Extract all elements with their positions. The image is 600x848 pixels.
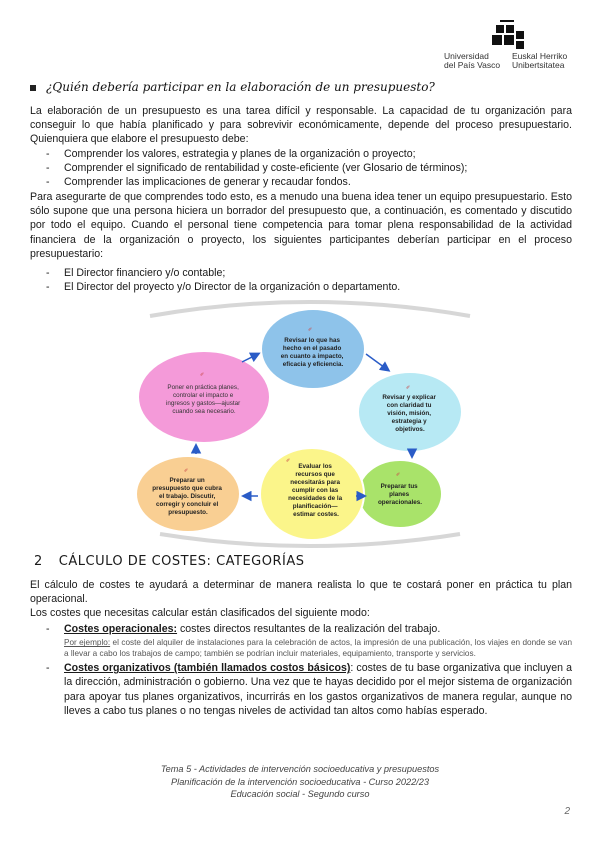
- example-text: el coste del alquiler de instalaciones para la celebración de actos, la impresión de una publicación, los viajes en donde se van a llevar a cabo los trabajos de campo; también se podrían incluir materiales, equipamiento, transporte y servicios.: [64, 638, 572, 659]
- university-logo: [440, 18, 580, 78]
- blue-line: hecho en el pasado: [282, 345, 342, 352]
- cycle-step-vision: [358, 372, 462, 452]
- blue-line: eficacia y eficiencia.: [282, 361, 344, 368]
- svg-text:Poner en práctica planes,: [166, 384, 242, 415]
- organizational-costs-label: Costes organizativos (también llamados costos básicos): [64, 662, 351, 675]
- cyan-line: objetivos.: [395, 426, 425, 433]
- section-1-title-text: ¿Quién debería participar en la elaboración de un presupuesto?: [46, 80, 435, 94]
- section-1-title: [30, 80, 435, 94]
- list-item: - El Director financiero y/o contable;: [46, 266, 572, 280]
- participants-list: [46, 266, 572, 294]
- logo-eu-line2: Unibertsitatea: [512, 60, 565, 70]
- orange-line: presupuesto.: [168, 509, 208, 516]
- list-item-operational: [46, 622, 572, 659]
- svg-text:✐: ✐: [184, 468, 189, 474]
- list-item: - Comprender los valores, estrategia y planes de la organización o proyecto;: [46, 147, 572, 161]
- blue-line: Revisar lo que has: [284, 337, 340, 344]
- arrow-icon: [242, 354, 258, 362]
- pink-line: controlar el impacto e: [173, 392, 234, 399]
- cyan-line: con claridad tu: [386, 402, 432, 409]
- list-item-organizational: [46, 661, 572, 718]
- logo-mark-icon: [488, 20, 528, 52]
- section-2-title: CÁLCULO DE COSTES: CATEGORÍAS: [58, 554, 305, 569]
- list-item: - Comprender el significado de rentabilidad y coste-eficiente (ver Glosario de términos);: [46, 161, 572, 175]
- footer: [0, 763, 600, 801]
- yellow-line: necesidades de la: [288, 495, 343, 502]
- orange-line: corregir y concluir el: [155, 501, 219, 508]
- logo-text-eu: [512, 52, 567, 70]
- paragraph-intro: La elaboración de un presupuesto es una tarea difícil y responsable. La capacidad de tu organización para conseguir lo que había planificado y para sobrevivir económicamente, depende del proceso presupuestario. Quienquiera que elabore el presupuesto debe:: [30, 105, 572, 146]
- logo-text-es: [444, 52, 500, 70]
- logo-es-line2: del País Vasco: [444, 60, 501, 70]
- operational-costs-label: Costes operacionales:: [64, 623, 178, 635]
- arrow-icon: [366, 354, 388, 370]
- orange-line: el trabajo. Discutir,: [158, 493, 216, 500]
- yellow-line: Evaluar los: [298, 463, 332, 470]
- list-item: - Comprender las implicaciones de generar y recaudar fondos.: [46, 175, 572, 189]
- paragraph-costs-intro: El cálculo de costes te ayudará a determinar de manera realista lo que te costará poner en práctica tu plan operacional.: [30, 579, 572, 606]
- footer-line-2: Planificación de la intervención socioeducativa - Curso 2022/23: [171, 776, 429, 787]
- logo-eu-line1: Euskal Herriko: [512, 51, 568, 61]
- requirements-list: [46, 147, 572, 190]
- green-line: planes: [389, 491, 410, 498]
- cyan-line: Revisar y explicar: [382, 394, 436, 401]
- cycle-step-review-past: [261, 309, 365, 389]
- cost-categories-list: [46, 622, 572, 718]
- yellow-line: cumplir con las: [292, 487, 339, 494]
- svg-text:Revisar lo que has hecho: [281, 337, 345, 368]
- svg-text:Evaluar los recursos que: [288, 463, 344, 518]
- footer-line-3: Educación social - Segundo curso: [230, 789, 370, 799]
- svg-text:✐: ✐: [308, 327, 313, 333]
- svg-text:✐: ✐: [286, 458, 291, 464]
- yellow-line: planificación—: [292, 503, 338, 510]
- pink-line: Poner en práctica planes,: [167, 384, 239, 391]
- svg-text:✐: ✐: [396, 472, 401, 478]
- svg-text:✐: ✐: [200, 372, 205, 378]
- page-number: 2: [564, 806, 570, 817]
- example-label: Por ejemplo:: [64, 638, 111, 648]
- blue-line: en cuanto a impacto,: [280, 353, 344, 360]
- footer-line-1: Tema 5 - Actividades de intervención socioeducativa y presupuestos: [160, 764, 440, 774]
- list-item: - El Director del proyecto y/o Director de la organización o departamento.: [46, 280, 572, 294]
- orange-line: presupuesto que cubra: [152, 485, 222, 492]
- cycle-step-estimate-costs: [260, 448, 364, 540]
- section-2-heading: [34, 554, 305, 569]
- cyan-line: estrategia y: [391, 418, 427, 425]
- operational-costs-text: costes directos resultantes de la realización del trabajo.: [177, 623, 441, 635]
- cycle-step-prepare-budget: [136, 456, 240, 532]
- logo-es-line1: Universidad: [444, 51, 489, 61]
- operational-example: [64, 637, 572, 659]
- yellow-line: necesitarás para: [290, 479, 340, 486]
- cycle-step-operational-plans: [358, 460, 442, 528]
- paragraph-classification: Los costes que necesitas calcular están clasificados del siguiente modo:: [30, 607, 370, 619]
- organizational-costs-text: : costes de tu base organizativa que incluyen a la dirección, administración o gobierno. Una vez que te hayas decidido por el mejor sistema de organización para apoyar tus planes organizativos, incurrirás en los gastos organizativos de manera regular, aunque no lleves a cabo tus planes o no tengas niveles de actividad tan altos como habías esperado.: [64, 662, 572, 717]
- yellow-line: estimar costes.: [293, 511, 339, 518]
- pink-line: cuando sea necesario.: [172, 408, 236, 415]
- paragraph-team: Para asegurarte de que comprendes todo esto, es a menudo una buena idea tener un equipo presupuestario. Esto sólo supone que una persona hiciera un borrador del presupuesto que, a continuación, es comentado y discutido por todo el equipo. Cuando el personal tiene competencia para tomar plena responsabilidad de la actividad financiera de la organización o proyecto, los siguientes participantes deberían participar en el proceso presupuestario:: [30, 191, 572, 260]
- pink-line: ingresos y gastos—ajustar: [166, 400, 241, 407]
- square-bullet-icon: [30, 85, 36, 91]
- budget-cycle-diagram: [120, 296, 500, 548]
- cycle-step-implement-plans: [138, 351, 270, 443]
- orange-line: Preparar un: [169, 477, 205, 484]
- green-line: operacionales.: [377, 499, 423, 506]
- svg-text:✐: ✐: [406, 385, 411, 391]
- cyan-line: visión, misión,: [387, 410, 431, 417]
- yellow-line: recursos que: [295, 471, 335, 478]
- section-2-number: 2: [34, 554, 43, 569]
- green-line: Preparar tus: [380, 483, 418, 490]
